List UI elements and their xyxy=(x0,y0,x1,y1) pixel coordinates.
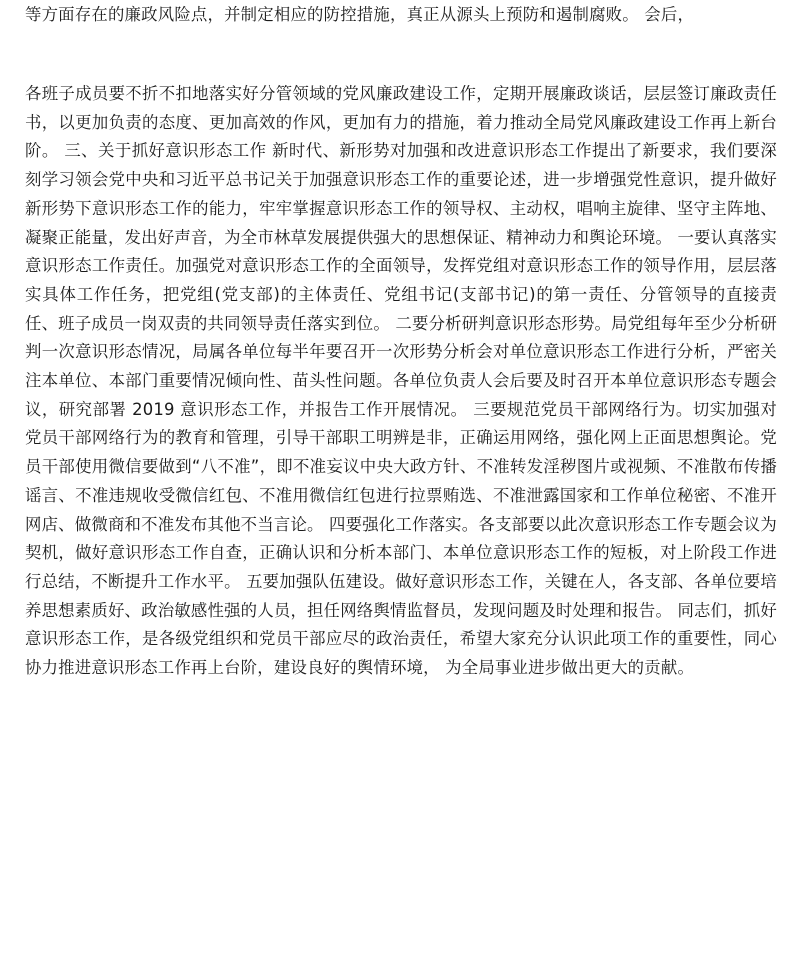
paragraph-continuation: 等方面存在的廉政风险点，并制定相应的防控措施，真正从源头上预防和遏制腐败。 会后， xyxy=(25,5,695,24)
paragraph-main: 各班子成员要不折不扣地落实好分管领域的党风廉政建设工作，定期开展廉政谈话，层层签订廉政责任书，以更加负责的态度、更加高效的作风，更加有力的措施，着力推动全局党风廉政建设工作再上新台阶。 三、关于抓好意识形态工作 新时代、新形势对加强和改进意识形态工作提出了新要求，我们要深刻学习领会党中央和习近平总书记关于加强意识形态工作的重要论述，进一步增强党性意识，提升做好新形势下意识形态工作的能力，牢牢掌握意识形态工作的领导权、主动权，唱响主旋律、坚守主阵地、凝聚正能量，发出好声音，为全市林草发展提供强大的思想保证、精神动力和舆论环境。 一要认真落实意识形态工作责任。加强党对意识形态工作的全面领导，发挥党组对意识形态工作的领导作用，层层落实具体工作任务，把党组(党支部)的主体责任、党组书记(支部书记)的第一责任、分管领导的直接责任、班子成员一岗双责的共同领导责任落实到位。 二要分析研判意识形态形势。局党组每年至少分析研判一次意识形态情况，局属各单位每半年要召开一次形势分析会对单位意识形态工作进行分析，严密关注本单位、本部门重要情况倾向性、苗头性问题。各单位负责人会后要及时召开本单位意识形态专题会议，研究部署 2019 意识形态工作，并报告工作开展情况。 三要规范党员干部网络行为。切实加强对党员干部网络行为的教育和管理，引导干部职工明辨是非，正确运用网络，强化网上正面思想舆论。党员干部使用微信要做到“八不准”，即不准妄议中央大政方针、不准转发淫秽图片或视频、不准散布传播谣言、不准违规收受微信红包、不准用微信红包进行拉票贿选、不准泄露国家和工作单位秘密、不准开网店、做微商和不准发布其他不当言论。 四要强化工作落实。各支部要以此次意识形态工作专题会议为契机，做好意识形态工作自查，正确认识和分析本部门、本单位意识形态工作的短板，对上阶段工作进行总结，不断提升工作水平。 五要加强队伍建设。做好意识形态工作，关键在人，各支部、各单位要培养思想素质好、政治敏感性强的人员，担任网络舆情监督员，发现问题及时处理和报告。 同志们，抓好意识形态工作，是各级党组织和党员干部应尽的政治责任，希望大家充分认识此项工作的重要性，同心协力推进意识形态工作再上台阶，建设良好的舆情环境， 为全局事业进步做出更大的贡献。 xyxy=(25,84,777,678)
